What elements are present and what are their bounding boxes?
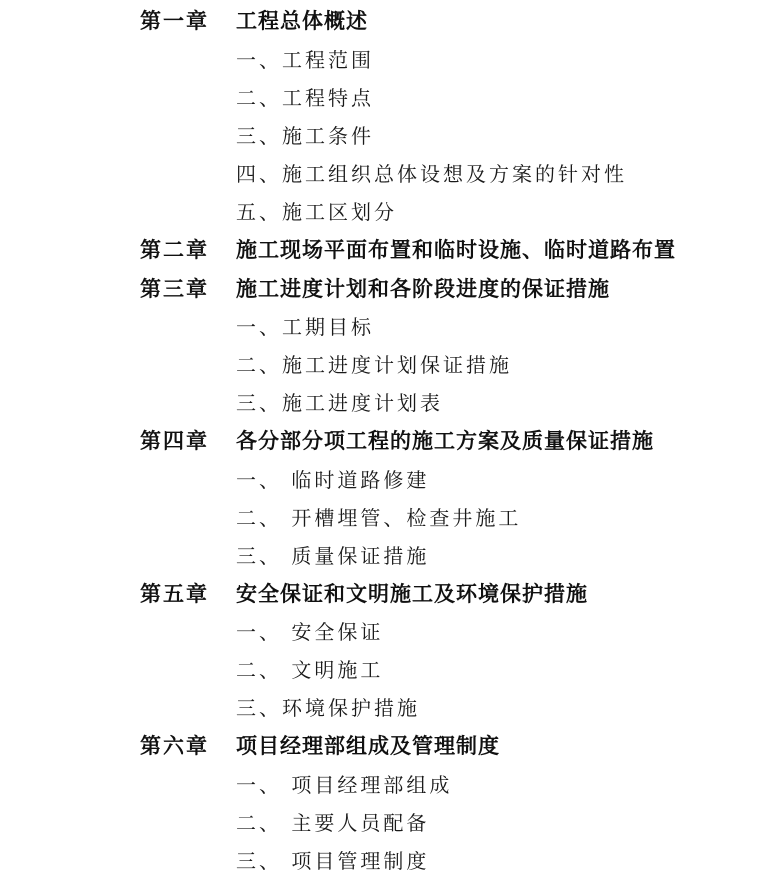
section-title: 二、 文明施工 <box>236 658 384 682</box>
section-title: 一、 项目经理部组成 <box>236 773 453 797</box>
chapter-number: 第五章 <box>140 581 209 606</box>
chapter-title: 施工进度计划和各阶段进度的保证措施 <box>236 276 610 301</box>
section-title: 一、工期目标 <box>236 315 374 339</box>
section-title: 三、 质量保证措施 <box>236 544 430 568</box>
section-title: 三、施工进度计划表 <box>236 391 443 415</box>
chapter-title: 安全保证和文明施工及环境保护措施 <box>236 581 588 606</box>
chapter-number: 第二章 <box>140 237 209 262</box>
chapter-number: 第四章 <box>140 428 209 453</box>
section-title: 一、 安全保证 <box>236 620 384 644</box>
section-title: 二、施工进度计划保证措施 <box>236 353 512 377</box>
section-title: 二、工程特点 <box>236 86 374 110</box>
section-title: 五、施工区划分 <box>236 200 397 224</box>
chapter-number: 第三章 <box>140 276 209 301</box>
section-title: 三、环境保护措施 <box>236 696 420 720</box>
section-title: 一、 临时道路修建 <box>236 468 430 492</box>
chapter-number: 第六章 <box>140 733 209 758</box>
chapter-title: 施工现场平面布置和临时设施、临时道路布置 <box>236 237 676 262</box>
section-title: 二、 主要人员配备 <box>236 811 430 835</box>
chapter-title: 项目经理部组成及管理制度 <box>236 733 500 758</box>
section-title: 二、 开槽埋管、检查井施工 <box>236 506 522 530</box>
section-title: 三、施工条件 <box>236 124 374 148</box>
chapter-title: 工程总体概述 <box>236 8 368 33</box>
chapter-number: 第一章 <box>140 8 209 33</box>
chapter-title: 各分部分项工程的施工方案及质量保证措施 <box>236 428 654 453</box>
section-title: 一、工程范围 <box>236 48 374 72</box>
section-title: 四、施工组织总体设想及方案的针对性 <box>236 162 627 186</box>
section-title: 三、 项目管理制度 <box>236 849 430 873</box>
